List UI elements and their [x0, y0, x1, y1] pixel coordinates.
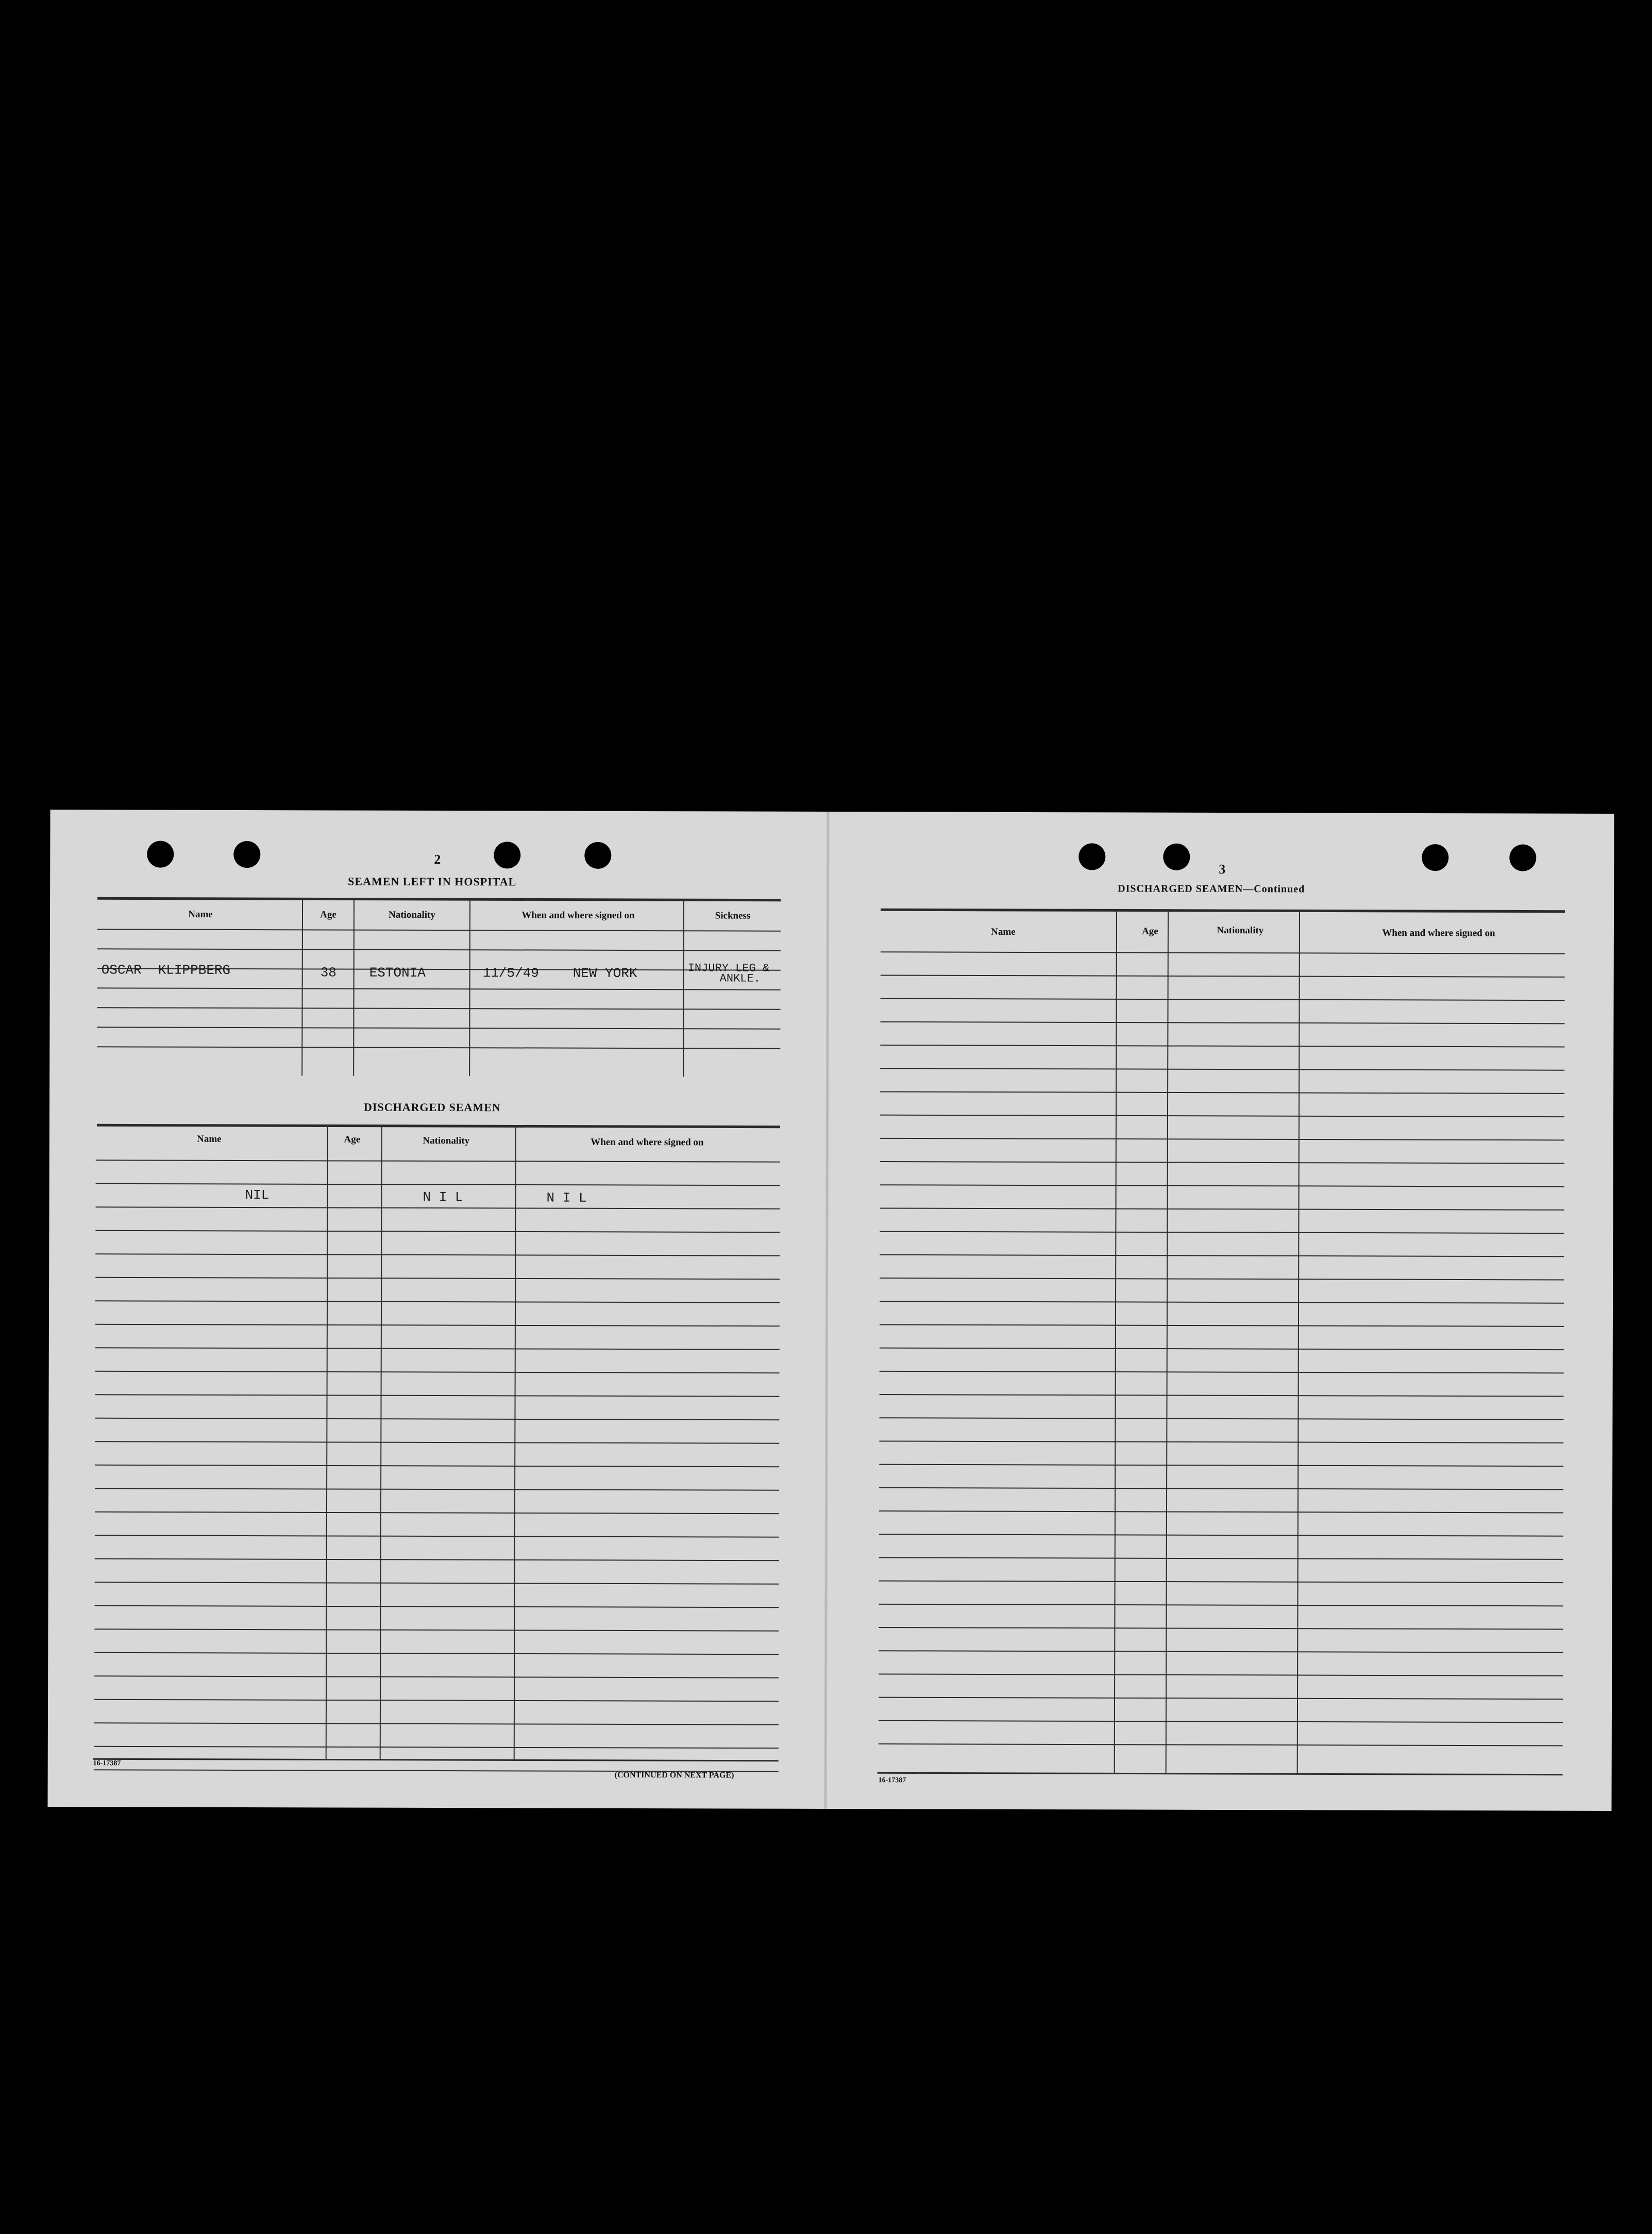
- table-row-rule: [880, 1045, 1564, 1047]
- table-row-rule: [879, 1511, 1563, 1513]
- table-row-rule: [95, 1488, 779, 1490]
- table-column-rule: [1297, 911, 1300, 1774]
- table-row-rule: [95, 1582, 779, 1584]
- table-row-rule: [95, 1301, 780, 1302]
- table-row-rule: [95, 1324, 780, 1326]
- table-row-rule: [880, 1255, 1564, 1256]
- table-row-rule: [881, 975, 1565, 977]
- column-header-signed-on: When and where signed on: [1382, 927, 1495, 939]
- table-row-rule: [94, 1653, 779, 1654]
- table-row-rule: [97, 949, 781, 950]
- continued-note: (CONTINUED ON NEXT PAGE): [614, 1770, 734, 1780]
- column-header-age: Age: [320, 909, 336, 920]
- table-row-rule: [96, 1184, 780, 1185]
- signed-on-place: NEW YORK: [572, 965, 637, 982]
- table-column-rule: [353, 899, 354, 1076]
- column-header-name: Name: [188, 909, 213, 920]
- table-bottom-rule: [93, 1759, 779, 1760]
- seaman-age: 38: [320, 965, 336, 981]
- table-row-rule: [881, 999, 1565, 1000]
- discharged-section-title: DISCHARGED SEAMEN: [363, 1100, 501, 1114]
- table-row-rule: [881, 952, 1565, 953]
- column-header-nationality: Nationality: [389, 909, 435, 920]
- table-row-rule: [879, 1744, 1563, 1745]
- table-row-rule: [95, 1512, 779, 1514]
- table-row-rule: [879, 1698, 1563, 1699]
- table-row-rule: [879, 1418, 1563, 1419]
- column-header-signed-on: When and where signed on: [521, 910, 635, 921]
- table-row-rule: [879, 1721, 1563, 1722]
- table-row-rule: [95, 1254, 780, 1255]
- table-row-rule: [95, 1278, 780, 1279]
- discharged-signed-on-nil: N I L: [546, 1190, 587, 1206]
- table-row-rule: [879, 1674, 1563, 1675]
- column-header-age: Age: [344, 1134, 361, 1145]
- sickness-line-1: INJURY LEG &: [687, 962, 770, 975]
- seaman-last-name: KLIPPBERG: [158, 962, 231, 978]
- table-row-rule: [95, 1441, 779, 1443]
- table-row-rule: [95, 1395, 780, 1396]
- table-row-rule: [880, 1208, 1564, 1210]
- discharged-name-nil: NIL: [245, 1187, 269, 1203]
- table-row-rule: [95, 1231, 780, 1232]
- table-row-rule: [94, 1629, 779, 1631]
- table-row-rule: [95, 1418, 779, 1420]
- seaman-nationality: ESTONIA: [369, 965, 426, 981]
- column-header-name: Name: [991, 926, 1016, 937]
- right-section-title: DISCHARGED SEAMEN—Continued: [1118, 883, 1305, 895]
- table-row-rule: [880, 1185, 1564, 1186]
- table-row-rule: [97, 1027, 780, 1029]
- table-row-rule: [879, 1581, 1563, 1583]
- table-row-rule: [880, 1324, 1564, 1326]
- table-column-rule: [469, 899, 470, 1076]
- column-header-nationality: Nationality: [1217, 925, 1264, 936]
- table-row-rule: [880, 1395, 1564, 1396]
- table-row-rule: [94, 1676, 779, 1677]
- table-row-rule: [879, 1604, 1563, 1606]
- table-row-rule: [880, 1301, 1564, 1303]
- table-column-rule: [1115, 910, 1117, 1773]
- table-bottom-rule: [878, 1773, 1563, 1774]
- table-row-rule: [97, 929, 781, 931]
- table-row-rule: [94, 1723, 779, 1724]
- right-form-number: 16-17387: [878, 1776, 906, 1785]
- left-page-number: 2: [434, 851, 441, 867]
- table-row-rule: [94, 1606, 779, 1607]
- column-header-age: Age: [1142, 926, 1158, 937]
- seaman-first-name: OSCAR: [101, 962, 142, 978]
- table-row-rule: [880, 1022, 1564, 1023]
- right-page-number: 3: [1219, 861, 1226, 877]
- table-row-rule: [95, 1535, 779, 1537]
- left-form-number: 16-17387: [93, 1759, 121, 1768]
- table-row-rule: [880, 1278, 1564, 1280]
- table-row-rule: [97, 1047, 780, 1048]
- table-row-rule: [880, 1138, 1564, 1140]
- table-top-rule: [97, 898, 781, 900]
- table-row-rule: [879, 1651, 1563, 1652]
- table-row-rule: [96, 1160, 780, 1162]
- table-row-rule: [880, 1371, 1564, 1373]
- manifest-sheet: [47, 810, 1614, 1811]
- table-row-rule: [879, 1534, 1563, 1536]
- table-row-rule: [97, 988, 781, 989]
- table-row-rule: [94, 1700, 779, 1701]
- column-header-name: Name: [197, 1133, 222, 1145]
- table-row-rule: [97, 1007, 781, 1009]
- discharged-nationality-nil: N I L: [423, 1189, 463, 1205]
- table-row-rule: [879, 1465, 1563, 1466]
- table-row-rule: [879, 1627, 1563, 1629]
- table-top-rule: [97, 1125, 780, 1127]
- table-row-rule: [880, 1115, 1564, 1117]
- column-header-signed-on: When and where signed on: [591, 1136, 704, 1148]
- table-row-rule: [880, 1162, 1564, 1163]
- table-row-rule: [880, 1091, 1564, 1093]
- table-row-rule: [880, 1068, 1564, 1070]
- sickness-line-2: ANKLE.: [719, 972, 761, 985]
- table-row-rule: [880, 1348, 1564, 1350]
- table-row-rule: [95, 1371, 780, 1373]
- ruled-lines: [47, 810, 1614, 1811]
- signed-on-date: 11/5/49: [482, 965, 539, 981]
- table-row-rule: [880, 1232, 1564, 1233]
- table-row-rule: [879, 1441, 1563, 1442]
- column-header-nationality: Nationality: [423, 1135, 470, 1147]
- table-row-rule: [879, 1557, 1563, 1559]
- table-row-rule: [95, 1348, 780, 1349]
- table-column-rule: [1166, 911, 1168, 1774]
- table-row-rule: [94, 1746, 779, 1748]
- table-row-rule: [879, 1488, 1563, 1489]
- hospital-section-title: SEAMEN LEFT IN HOSPITAL: [348, 875, 517, 888]
- column-header-sickness: Sickness: [715, 910, 751, 921]
- table-top-rule: [881, 910, 1565, 911]
- table-column-rule: [683, 900, 684, 1077]
- table-row-rule: [95, 1559, 779, 1560]
- table-row-rule: [95, 1465, 779, 1467]
- table-row-rule: [96, 1207, 780, 1208]
